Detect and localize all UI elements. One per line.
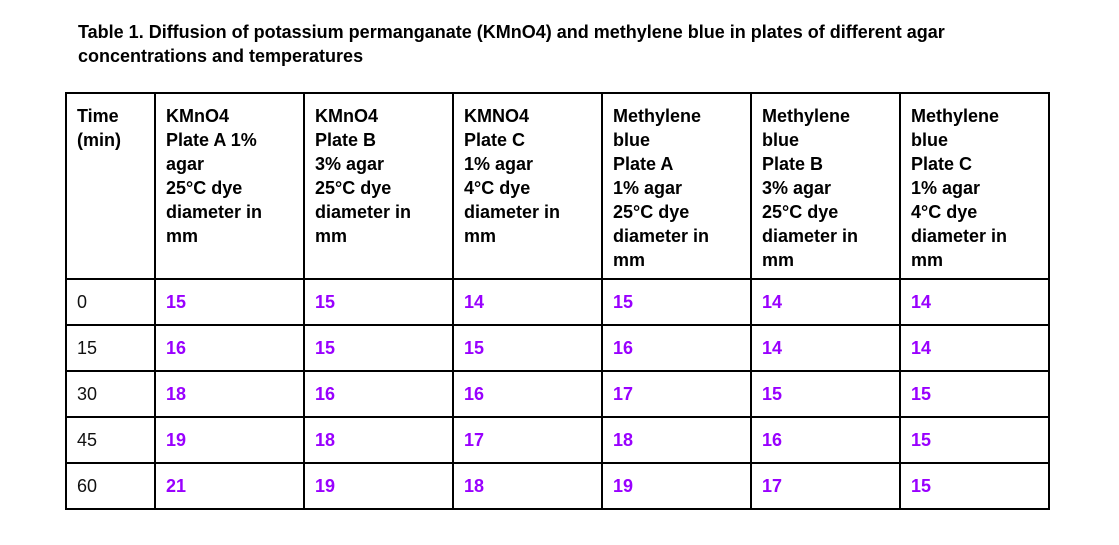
value-cell: 15 — [900, 463, 1049, 509]
header-kmno4-plate-b: KMnO4 Plate B 3% agar 25°C dye diameter in mm — [304, 93, 453, 279]
time-cell: 30 — [66, 371, 155, 417]
value-cell: 15 — [900, 417, 1049, 463]
table-caption: Table 1. Diffusion of potassium permanganate (KMnO4) and methylene blue in plates of different agar concentrations and temperatures — [78, 22, 945, 66]
table-row — [66, 417, 1049, 463]
table-row — [66, 279, 1049, 325]
value-cell: 16 — [453, 371, 602, 417]
header-kmno4-plate-a: KMnO4 Plate A 1% agar 25°C dye diameter in mm — [155, 93, 304, 279]
value-cell: 17 — [453, 417, 602, 463]
value-cell: 17 — [751, 463, 900, 509]
time-cell: 60 — [66, 463, 155, 509]
diffusion-table — [65, 92, 1050, 510]
value-cell: 18 — [602, 417, 751, 463]
header-methylene-plate-a: Methylene blue Plate A 1% agar 25°C dye diameter in mm — [602, 93, 751, 279]
value-cell: 15 — [155, 279, 304, 325]
value-cell: 18 — [453, 463, 602, 509]
value-cell: 16 — [155, 325, 304, 371]
table-row — [66, 371, 1049, 417]
value-cell: 14 — [900, 279, 1049, 325]
value-cell: 18 — [304, 417, 453, 463]
header-methylene-plate-b: Methylene blue Plate B 3% agar 25°C dye diameter in mm — [751, 93, 900, 279]
value-cell: 16 — [602, 325, 751, 371]
time-cell: 45 — [66, 417, 155, 463]
table-row — [66, 325, 1049, 371]
value-cell: 15 — [602, 279, 751, 325]
header-kmno4-plate-c: KMNO4 Plate C 1% agar 4°C dye diameter in mm — [453, 93, 602, 279]
header-row — [66, 93, 1049, 279]
value-cell: 16 — [751, 417, 900, 463]
value-cell: 19 — [155, 417, 304, 463]
header-time: Time (min) — [66, 93, 155, 279]
value-cell: 15 — [304, 279, 453, 325]
value-cell: 21 — [155, 463, 304, 509]
time-cell: 0 — [66, 279, 155, 325]
value-cell: 19 — [304, 463, 453, 509]
value-cell: 15 — [751, 371, 900, 417]
value-cell: 14 — [900, 325, 1049, 371]
value-cell: 14 — [453, 279, 602, 325]
header-methylene-plate-c: Methylene blue Plate C 1% agar 4°C dye diameter in mm — [900, 93, 1049, 279]
value-cell: 17 — [602, 371, 751, 417]
value-cell: 16 — [304, 371, 453, 417]
value-cell: 18 — [155, 371, 304, 417]
value-cell: 15 — [900, 371, 1049, 417]
table-row — [66, 463, 1049, 509]
value-cell: 15 — [453, 325, 602, 371]
value-cell: 14 — [751, 325, 900, 371]
time-cell: 15 — [66, 325, 155, 371]
value-cell: 15 — [304, 325, 453, 371]
value-cell: 19 — [602, 463, 751, 509]
value-cell: 14 — [751, 279, 900, 325]
